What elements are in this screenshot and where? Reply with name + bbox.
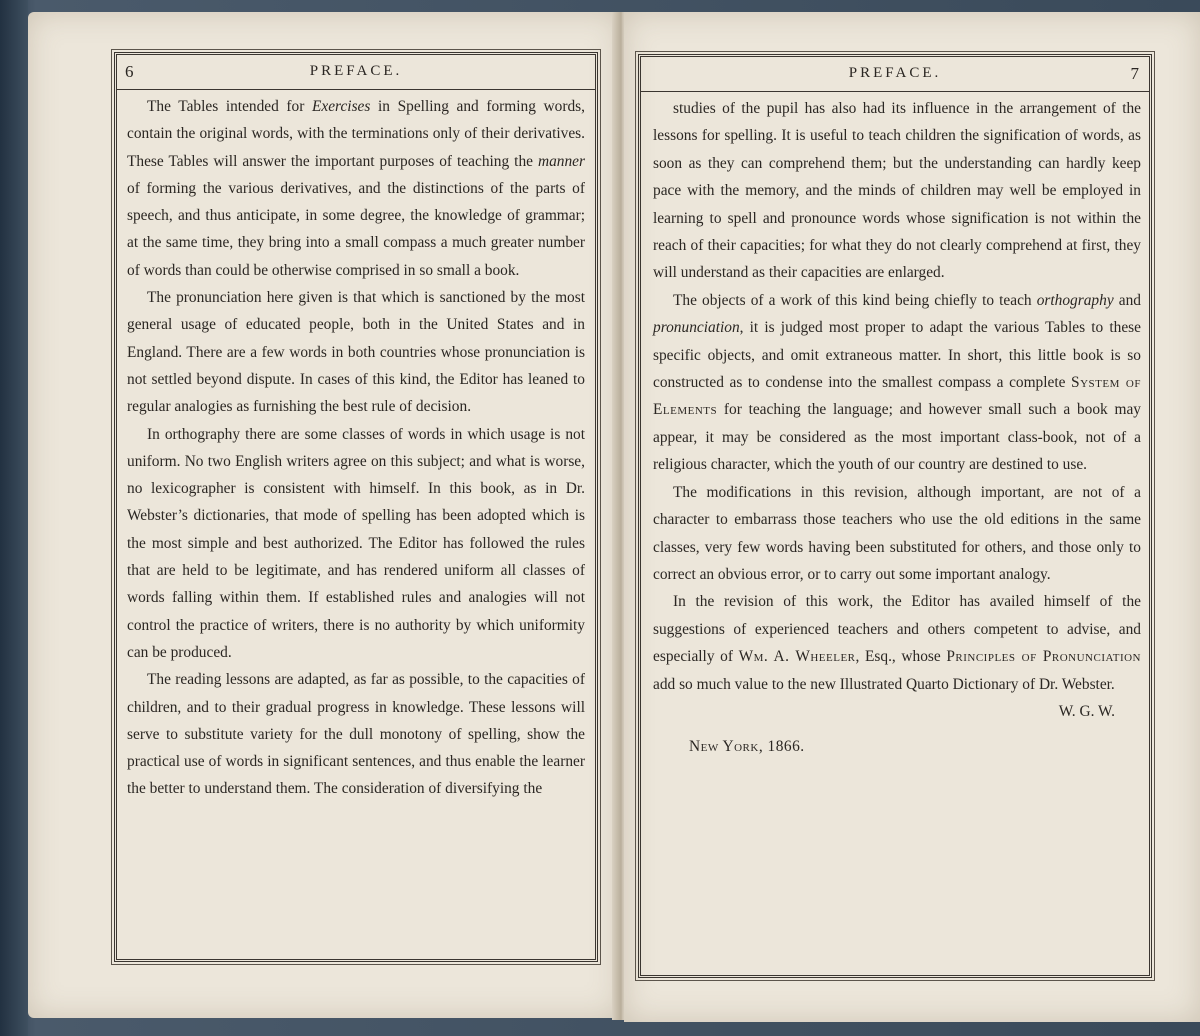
italic-term: pronunciation (653, 319, 740, 337)
book-cover-edge (0, 0, 28, 1036)
right-paragraph-3: The modifications in this revision, although important, are not of a character to embarrass those teachers who use the old editions in the same classes, very few words having been substituted for others, and those only to correct an obvious error, or to carry out some important analogy. (653, 483, 1141, 583)
left-page-running-head: PREFACE. (309, 63, 403, 79)
right-page-text (653, 95, 1141, 761)
italic-term: Exercises (311, 98, 371, 115)
place-date: New York, 1866. (689, 738, 805, 756)
left-page (28, 12, 620, 1018)
right-page-header (641, 57, 1149, 92)
italic-term: orthography (1036, 291, 1114, 309)
right-page-number: 7 (1130, 64, 1139, 83)
right-page-frame (638, 54, 1152, 978)
small-caps-term: System of Elements (653, 374, 1141, 419)
italic-term: manner (537, 152, 585, 170)
left-page-number: 6 (125, 62, 134, 81)
left-page-header (117, 55, 595, 90)
signature: W. G. W. (1058, 702, 1115, 720)
small-caps-term: Principles of Pronunciation (946, 648, 1141, 666)
left-page-frame (114, 52, 598, 962)
right-page (624, 12, 1200, 1022)
right-paragraph-1: studies of the pupil has also had its influence in the arrangement of the lessons for spelling. It is useful to teach children the signification of words, as soon as they can comprehend them; but the understanding can hardly keep pace with the memory, and the minds of children may well be employed in learning to spell and pronounce words whose signification is not within the reach of their capacities; for what they do not clearly comprehend at first, they will understand as their capacities are enlarged. (653, 100, 1141, 282)
left-paragraph-4: The reading lessons are adapted, as far as possible, to the capacities of children, and to their gradual progress in knowledge. These lessons will serve to substitute variety for the dull monotony of spelling, show the practical use of words in significant sentences, and thus enable the learner the better to understand them. The consideration of diversifying the (127, 671, 585, 798)
left-paragraph-3: In orthography there are some classes of words in which usage is not uniform. No two English writers agree on this subject; and what is worse, no lexicographer is consistent with himself. In this book, as in Dr. Webster’s dictionaries, that mode of spelling has been adopted which is the most simple and best authorized. The Editor has followed the rules that are held to be legitimate, and has rendered uniform all classes of words falling within them. If established rules and analogies will not control the practice of writers, there is no authority by which uniformity can be produced. (127, 425, 585, 661)
left-paragraph-2: The pronunciation here given is that which is sanctioned by the most general usage of educated people, both in the United States and in England. There are a few words in both countries whose pronunciation is not settled beyond dispute. In cases of this kind, the Editor has leaned to regular analogies as furnishing the best rule of decision. (127, 289, 585, 416)
left-paragraph-1: The Tables intended for Exercises in Spelling and forming words, contain the original words, with the terminations only of their derivatives. These Tables will answer the important purposes of teaching the manner of forming the various derivatives, and the distinctions of the parts of speech, and thus anticipate, in some degree, the knowledge of grammar; at the same time, they bring into a small compass a much greater number of words than could be otherwise comprised in so small a book. (127, 98, 585, 279)
right-paragraph-4: In the revision of this work, the Editor has availed himself of the suggestions of experienced teachers and others competent to advise, and especially of Wm. A. Wheeler, Esq., whose Principles of Pronunciation add so much value to the new Illustrated Quarto Dictionary of Dr. Webster. (653, 593, 1141, 693)
right-paragraph-2: The objects of a work of this kind being chiefly to teach orthography and pronunciation, it is judged most proper to adapt the various Tables to these specific objects, and omit extraneous matter. In short, this little book is so constructed as to condense into the smallest compass a complete System of Elements for teaching the language; and however small such a book may appear, it may be considered as the most important class-book, not of a religious character, which the youth of our country are destined to use. (653, 291, 1141, 474)
left-page-text (127, 93, 585, 803)
small-caps-term: Wm. A. Wheeler (738, 648, 856, 666)
right-page-running-head: PREFACE. (848, 65, 942, 81)
